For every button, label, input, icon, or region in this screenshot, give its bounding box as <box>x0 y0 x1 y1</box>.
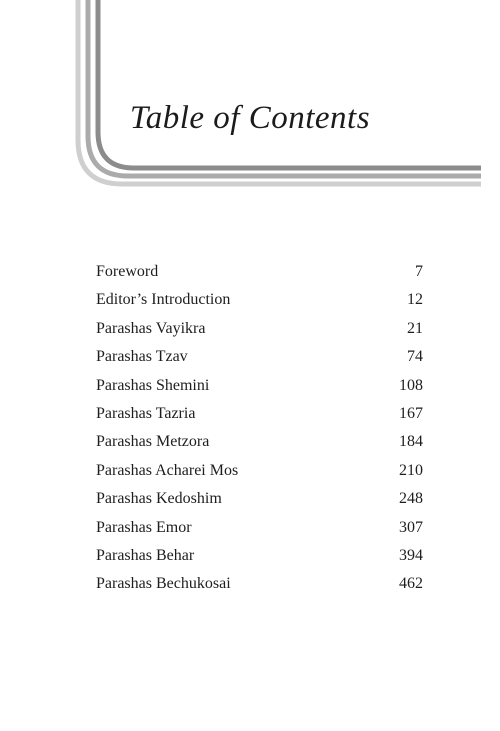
toc-entry-page-number: 462 <box>399 575 423 593</box>
toc-entry-label: Parashas Vayikra <box>96 319 206 337</box>
toc-entry-label: Parashas Acharei Mos <box>96 461 239 479</box>
toc-entry-label: Parashas Kedoshim <box>96 490 222 508</box>
toc-entry-page-number: 74 <box>407 348 423 366</box>
toc-entry <box>96 258 423 286</box>
toc-entry-label: Editor’s Introduction <box>96 291 231 309</box>
toc-entry <box>96 372 423 400</box>
toc-entry <box>96 286 423 314</box>
table-of-contents-list <box>96 258 423 599</box>
frame-line-middle <box>88 0 481 176</box>
toc-entry-page-number: 184 <box>399 433 423 451</box>
toc-entry-page-number: 248 <box>399 490 423 508</box>
toc-entry-page-number: 21 <box>407 319 423 337</box>
toc-entry-label: Parashas Emor <box>96 518 192 536</box>
toc-entry-label: Parashas Behar <box>96 546 195 564</box>
toc-entry-page-number: 108 <box>399 376 423 394</box>
toc-entry-page-number: 307 <box>399 518 423 536</box>
toc-entry <box>96 514 423 542</box>
toc-entry-label: Foreword <box>96 263 159 280</box>
toc-entry-label: Parashas Metzora <box>96 433 210 451</box>
toc-entry-page-number: 7 <box>415 263 423 280</box>
toc-entry-label: Parashas Bechukosai <box>96 575 231 593</box>
toc-entry-page-number: 167 <box>399 404 423 422</box>
toc-entry <box>96 542 423 570</box>
frame-line-outer <box>78 0 481 184</box>
toc-entry <box>96 570 423 598</box>
toc-entry-label: Parashas Tazria <box>96 404 196 422</box>
toc-entry-page-number: 12 <box>407 291 423 309</box>
toc-entry <box>96 343 423 371</box>
page-title: Table of Contents <box>129 100 371 136</box>
toc-entry <box>96 457 423 485</box>
toc-entry <box>96 315 423 343</box>
frame-line-inner <box>98 0 481 168</box>
toc-entry <box>96 485 423 513</box>
toc-entry <box>96 428 423 456</box>
toc-entry-page-number: 210 <box>399 461 423 479</box>
toc-entry-page-number: 394 <box>399 546 423 564</box>
toc-entry <box>96 400 423 428</box>
toc-entry-label: Parashas Shemini <box>96 376 210 394</box>
toc-entry-label: Parashas Tzav <box>96 348 188 366</box>
